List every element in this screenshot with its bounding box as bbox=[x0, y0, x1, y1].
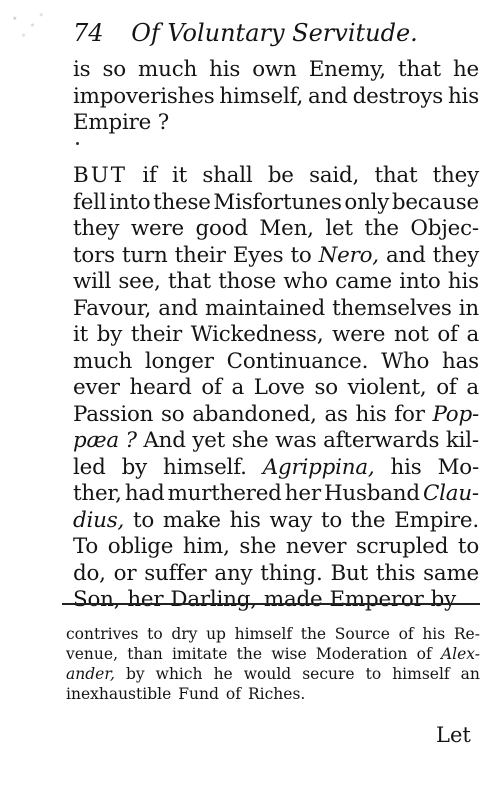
footnote-word: to bbox=[147, 625, 163, 643]
footnote-word: up bbox=[206, 625, 226, 643]
footnote-line bbox=[66, 684, 480, 704]
body-word: themselves bbox=[332, 295, 452, 321]
footnote-line bbox=[66, 664, 480, 684]
body-word: Who bbox=[381, 348, 430, 374]
footnote-word: ander, bbox=[66, 665, 115, 683]
body-word: who bbox=[283, 269, 328, 294]
body-word: turn bbox=[121, 242, 168, 268]
body-word: that bbox=[167, 269, 211, 294]
footnote-word: to bbox=[365, 665, 382, 683]
body-word: oblige bbox=[107, 534, 174, 559]
footnote-word: than bbox=[127, 645, 163, 663]
body-word: violent, bbox=[347, 375, 427, 400]
body-line bbox=[73, 190, 479, 217]
body-word: BUT bbox=[73, 163, 128, 188]
body-word: so bbox=[102, 57, 126, 82]
body-word: only bbox=[344, 189, 390, 215]
body-word: will bbox=[73, 269, 112, 294]
body-word: own bbox=[252, 57, 297, 82]
footnote-line bbox=[66, 624, 480, 644]
footnote-word: secure bbox=[302, 665, 355, 683]
body-word: To bbox=[73, 534, 99, 559]
footnote-word: the bbox=[236, 645, 263, 663]
body-word: destroys bbox=[352, 83, 444, 109]
footnote-word: wise bbox=[271, 645, 307, 663]
body-line bbox=[73, 296, 479, 323]
footnote-word: venue, bbox=[66, 645, 118, 663]
footnote-word: of bbox=[225, 685, 241, 703]
body-word: maintained bbox=[205, 295, 326, 321]
body-line bbox=[73, 137, 479, 164]
body-word: Husband bbox=[323, 481, 420, 506]
body-word: Emperor bbox=[329, 587, 424, 612]
body-word: these bbox=[153, 189, 211, 215]
body-line bbox=[73, 84, 479, 111]
body-word: Agrippina, bbox=[262, 454, 375, 480]
body-word: never bbox=[285, 534, 347, 559]
body-word: she bbox=[231, 428, 269, 453]
body-word: Passion bbox=[73, 401, 154, 427]
body-line bbox=[73, 57, 479, 84]
body-line bbox=[73, 402, 479, 429]
body-word: himself. bbox=[163, 454, 247, 480]
body-word: were bbox=[332, 322, 386, 347]
body-word: shall bbox=[202, 163, 253, 188]
body-line bbox=[73, 349, 479, 376]
body-word: that bbox=[397, 57, 441, 82]
body-line bbox=[73, 243, 479, 270]
body-line bbox=[73, 428, 479, 455]
body-word: yet bbox=[192, 428, 226, 453]
body-word: by bbox=[121, 454, 147, 480]
body-word: scrupled bbox=[356, 534, 449, 559]
body-word: as bbox=[324, 401, 348, 427]
body-text bbox=[73, 57, 479, 614]
body-word: those bbox=[218, 269, 277, 294]
body-word: Enemy, bbox=[308, 57, 386, 82]
body-word: or bbox=[113, 560, 137, 586]
body-word: But bbox=[330, 560, 368, 586]
body-word: into bbox=[109, 189, 151, 215]
body-word: Men, bbox=[259, 216, 314, 241]
body-word: her bbox=[127, 587, 164, 612]
body-word: so bbox=[314, 375, 338, 400]
body-word: for bbox=[394, 401, 425, 427]
catchword: Let bbox=[436, 723, 471, 747]
body-word: it bbox=[73, 322, 89, 347]
footnote-word: of bbox=[416, 645, 432, 663]
body-word: made bbox=[263, 587, 323, 612]
body-word: Nero, bbox=[318, 242, 379, 268]
footnote-word: Riches. bbox=[248, 685, 306, 703]
body-word: her bbox=[284, 481, 321, 506]
body-word: because bbox=[391, 189, 479, 215]
body-word: Pop- bbox=[432, 401, 479, 427]
footnote-word: the bbox=[300, 625, 327, 643]
footnote-word: contrives bbox=[66, 625, 139, 643]
body-word: And bbox=[143, 428, 186, 453]
body-word: Objec- bbox=[410, 216, 479, 241]
body-word: Continuance. bbox=[226, 348, 369, 374]
body-word: Son, bbox=[73, 587, 121, 612]
body-word: a bbox=[466, 322, 479, 347]
body-word: it bbox=[171, 163, 188, 188]
body-word: this bbox=[375, 560, 416, 586]
body-word: so bbox=[161, 401, 185, 427]
footnote-word: himself bbox=[234, 625, 293, 643]
footnote-word: dry bbox=[171, 625, 198, 643]
body-word: Empire. bbox=[394, 507, 479, 533]
body-word: to bbox=[320, 507, 343, 533]
ink-smudge bbox=[6, 8, 50, 42]
body-word: is bbox=[73, 57, 91, 82]
body-word: a bbox=[231, 375, 245, 400]
body-word: impoverishes bbox=[73, 83, 215, 109]
body-word: afterwards bbox=[323, 428, 440, 453]
body-word: fell bbox=[73, 189, 107, 215]
body-word: much bbox=[73, 348, 133, 374]
body-word: Empire ? bbox=[73, 110, 169, 135]
body-word: tors bbox=[73, 242, 115, 268]
page-number: 74 bbox=[73, 19, 104, 47]
body-word: ther, bbox=[73, 481, 122, 506]
body-word: murthered bbox=[167, 481, 282, 506]
body-word: Favour, bbox=[73, 295, 152, 321]
footnote-word: inexhaustible bbox=[66, 685, 172, 703]
body-word: by bbox=[430, 587, 457, 612]
body-line bbox=[73, 455, 479, 482]
body-word: see, bbox=[118, 269, 161, 294]
body-word: that bbox=[374, 163, 418, 188]
body-word: she bbox=[239, 534, 277, 559]
body-word: kil- bbox=[445, 428, 479, 453]
footnote-text bbox=[66, 624, 480, 704]
footnote-word: an bbox=[460, 665, 480, 683]
body-word: of bbox=[437, 322, 458, 347]
body-word: his bbox=[229, 507, 261, 533]
body-line bbox=[73, 481, 479, 508]
body-word: has bbox=[442, 348, 479, 374]
footnote-word: of bbox=[398, 625, 414, 643]
body-word: good bbox=[195, 216, 248, 241]
body-word: him, bbox=[182, 534, 230, 559]
footnote-word: would bbox=[243, 665, 292, 683]
footnote-word: Source bbox=[334, 625, 390, 643]
body-word: the bbox=[364, 216, 399, 241]
body-word: Eyes bbox=[232, 242, 284, 268]
body-word: came bbox=[335, 269, 392, 294]
body-line bbox=[73, 110, 479, 137]
body-word: they bbox=[73, 216, 120, 241]
body-word: to bbox=[457, 534, 479, 559]
running-title: Of Voluntary Servitude. bbox=[131, 19, 418, 47]
body-word: Wickedness, bbox=[190, 322, 324, 347]
body-word: their bbox=[130, 322, 182, 347]
body-word: to bbox=[290, 242, 312, 268]
body-word: of bbox=[201, 375, 222, 400]
body-word: a bbox=[466, 375, 479, 400]
body-word: had bbox=[124, 481, 165, 506]
body-word: they bbox=[432, 242, 479, 268]
body-word: and bbox=[158, 295, 198, 321]
footnote-word: Re- bbox=[453, 625, 480, 643]
body-word: not bbox=[393, 322, 429, 347]
body-word: their bbox=[174, 242, 226, 268]
body-word: the bbox=[350, 507, 386, 533]
body-word: his bbox=[355, 401, 387, 427]
body-line bbox=[73, 375, 479, 402]
body-word: dius, bbox=[73, 507, 125, 533]
body-word: make bbox=[162, 507, 221, 533]
body-word: was bbox=[275, 428, 317, 453]
body-line bbox=[73, 561, 479, 588]
footnote-word: Fund bbox=[178, 685, 219, 703]
body-word: his bbox=[390, 454, 422, 480]
footnote-word: imitate bbox=[171, 645, 228, 663]
body-word: and bbox=[308, 83, 348, 109]
body-word: Mo- bbox=[437, 454, 479, 480]
body-word: thing. bbox=[260, 560, 323, 586]
body-word: heard bbox=[129, 375, 192, 400]
body-line bbox=[73, 163, 479, 190]
body-word: to bbox=[132, 507, 155, 533]
footnote-word: himself bbox=[392, 665, 450, 683]
body-word: led bbox=[73, 454, 106, 480]
body-word: way bbox=[269, 507, 313, 533]
body-word: Darling, bbox=[170, 587, 257, 612]
footnote-word: he bbox=[213, 665, 233, 683]
body-word: they bbox=[432, 163, 479, 188]
body-word: longer bbox=[144, 348, 214, 374]
footnote-word: his bbox=[422, 625, 446, 643]
body-word: pæa ? bbox=[73, 428, 137, 453]
body-word: and bbox=[385, 242, 426, 268]
body-line bbox=[73, 587, 479, 614]
body-word: Misfortunes bbox=[213, 189, 342, 215]
body-line bbox=[73, 322, 479, 349]
body-word: if bbox=[142, 163, 157, 188]
body-word: suffer bbox=[144, 560, 207, 586]
body-word: were bbox=[130, 216, 184, 241]
body-word: let bbox=[325, 216, 353, 241]
body-line bbox=[73, 269, 479, 296]
body-word: do, bbox=[73, 560, 106, 586]
body-word: Love bbox=[253, 375, 305, 400]
stray-mark bbox=[76, 142, 79, 145]
body-word: into bbox=[399, 269, 441, 294]
footnote-word: by bbox=[125, 665, 145, 683]
body-word: himself, bbox=[219, 83, 304, 109]
footnote-word: Moderation bbox=[315, 645, 408, 663]
body-word: by bbox=[96, 322, 123, 347]
footnote-word: Alex- bbox=[440, 645, 480, 663]
page-header bbox=[73, 18, 473, 48]
body-line bbox=[73, 534, 479, 561]
body-word: his bbox=[447, 83, 479, 109]
body-word: Clau- bbox=[423, 481, 479, 506]
body-line bbox=[73, 508, 479, 535]
body-word: much bbox=[138, 57, 198, 82]
footnote-word: which bbox=[155, 665, 203, 683]
body-line bbox=[73, 216, 479, 243]
body-word: of bbox=[436, 375, 457, 400]
body-word: abandoned, bbox=[192, 401, 317, 427]
body-word: in bbox=[458, 295, 479, 321]
body-word: he bbox=[452, 57, 479, 82]
body-word: any bbox=[214, 560, 253, 586]
body-word: said, bbox=[309, 163, 360, 188]
body-word: his bbox=[447, 269, 479, 294]
footnote-line bbox=[66, 644, 480, 664]
body-word: ever bbox=[73, 375, 120, 400]
body-word: be bbox=[267, 163, 294, 188]
body-word: same bbox=[423, 560, 479, 586]
body-word: his bbox=[209, 57, 241, 82]
footnote-rule bbox=[62, 603, 480, 605]
